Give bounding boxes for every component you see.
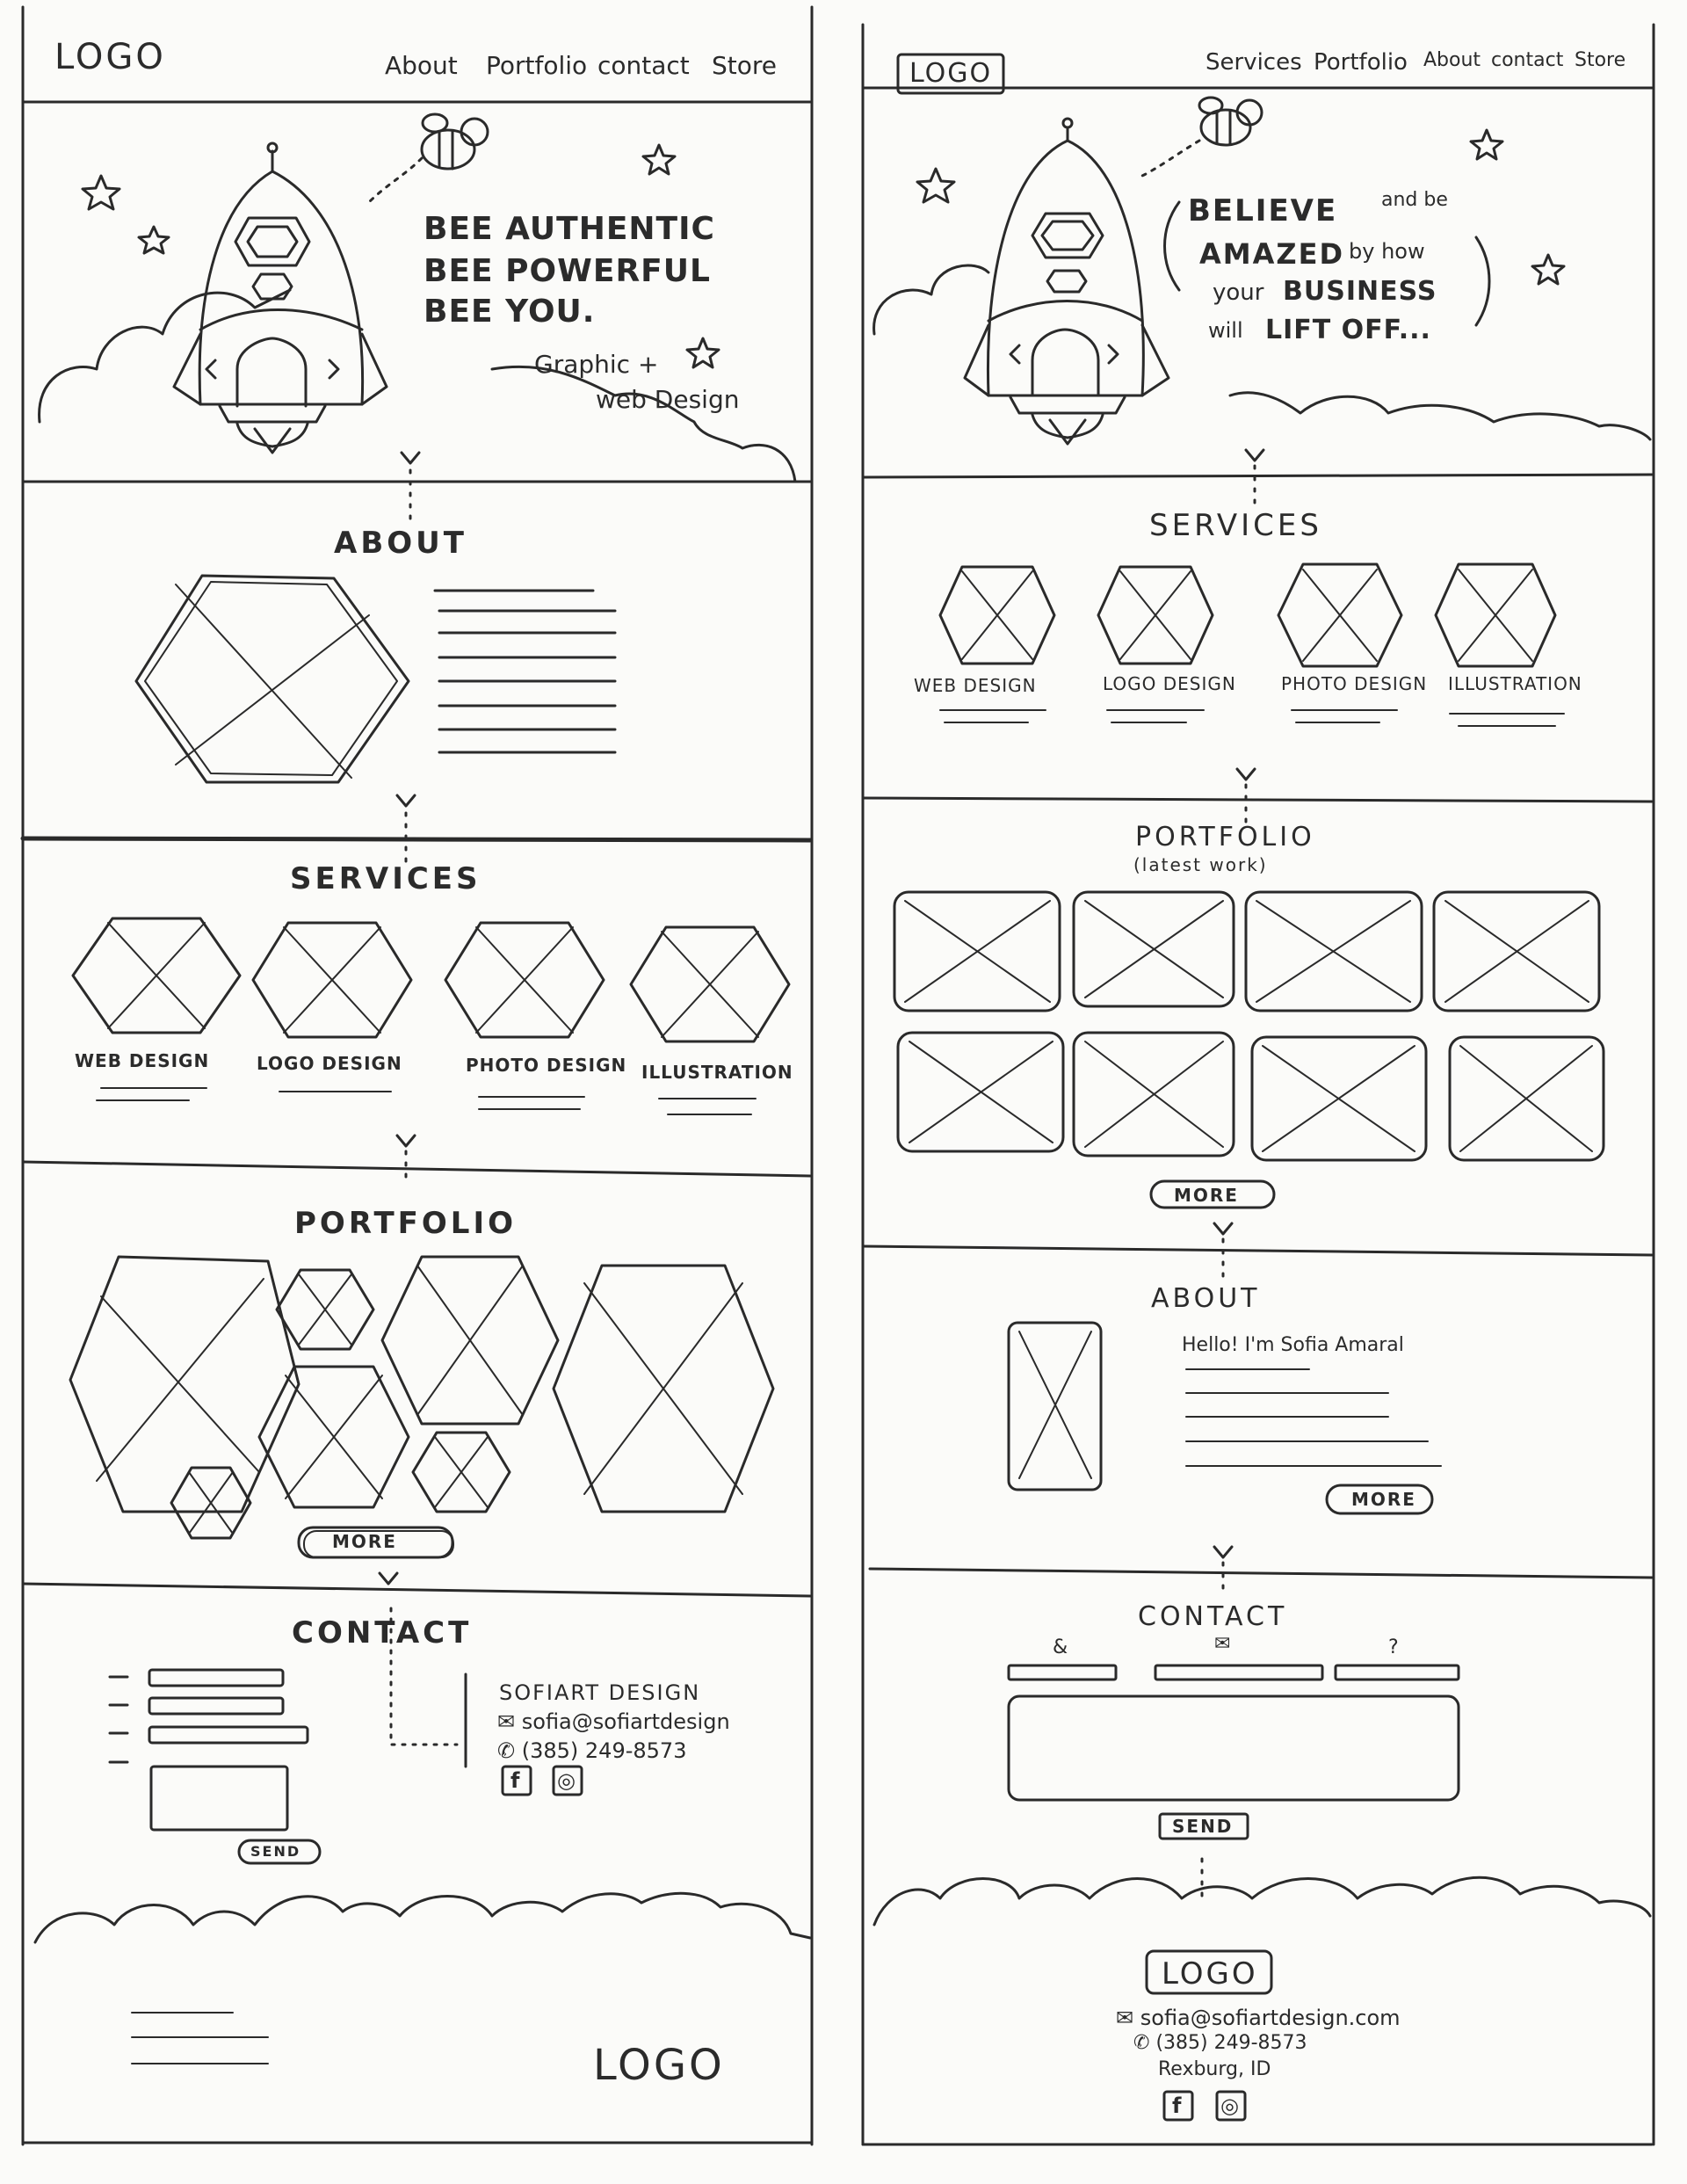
right-hero-and-be: and be [1381,189,1448,211]
right-service-photo-design[interactable]: PHOTO DESIGN [1281,673,1428,694]
right-instagram-icon[interactable]: ◎ [1220,2093,1239,2118]
right-about-more-button[interactable]: MORE [1351,1489,1416,1510]
left-about-text-lines [435,591,615,752]
right-nav-portfolio[interactable]: Portfolio [1314,49,1408,76]
right-footer-logo[interactable]: LOGO [1162,1956,1258,1992]
left-contact-company: SOFIART DESIGN [499,1680,701,1705]
left-nav-store[interactable]: Store [712,51,778,80]
right-footer-email: ✉ sofia@sofiartdesign.com [1116,2006,1401,2030]
right-bee-drawing [1142,98,1262,176]
right-service-logo-design[interactable]: LOGO DESIGN [1103,673,1236,694]
right-about-greeting: Hello! I'm Sofia Amaral [1182,1334,1404,1356]
right-facebook-icon[interactable]: f [1172,2093,1182,2118]
left-nav-portfolio[interactable]: Portfolio [486,51,588,80]
right-services-title: SERVICES [1149,508,1322,543]
left-portfolio-grid [70,1257,773,1538]
right-services-icons [940,564,1555,666]
right-hero-amazed: AMAZED [1199,237,1344,271]
right-service-illustration[interactable]: ILLUSTRATION [1448,673,1582,694]
right-nav-contact[interactable]: contact [1491,49,1564,71]
right-contact-title: CONTACT [1138,1601,1288,1632]
left-hero-subtitle-1: Graphic + [534,350,659,379]
right-rocket-drawing [965,119,1169,444]
right-portfolio-title: PORTFOLIO [1135,822,1315,853]
left-rocket-drawing [174,143,387,453]
left-contact-email: ✉ sofia@sofiartdesign [497,1709,730,1734]
right-portfolio-grid [894,892,1604,1160]
right-contact-form-sketch [1009,1665,1459,1839]
left-services-icons [73,918,789,1041]
mail-icon: ✉ [497,1709,522,1734]
left-portfolio-more-button[interactable]: MORE [332,1531,397,1552]
right-contact-question-icon: ? [1388,1636,1399,1658]
left-facebook-icon[interactable]: f [510,1768,520,1793]
right-hero-by-how: by how [1349,239,1425,264]
left-about-title: ABOUT [334,526,467,561]
right-contact-send-button[interactable]: SEND [1172,1816,1234,1837]
right-hero-business: BUSINESS [1283,276,1437,307]
phone-icon: ✆ [497,1738,522,1763]
right-hero-believe: BELIEVE [1188,193,1338,229]
left-contact-phone: ✆ (385) 249-8573 [497,1738,687,1763]
left-footer-logo[interactable]: LOGO [593,2041,725,2090]
right-service-web-design[interactable]: WEB DESIGN [914,675,1037,696]
left-services-text-lines [97,1088,756,1114]
left-footer-text-lines [132,2013,268,2064]
left-about-hexagon-image [136,576,409,782]
left-contact-form-sketch [110,1670,320,1863]
left-nav-about[interactable]: About [385,51,458,80]
right-portfolio-subtitle: (latest work) [1133,854,1268,875]
right-header-logo[interactable]: LOGO [909,58,993,89]
left-service-logo-design[interactable]: LOGO DESIGN [257,1053,402,1074]
right-contact-name-icon: & [1053,1636,1068,1658]
right-hero-your: your [1213,279,1264,306]
right-hero-will: will [1208,318,1243,343]
right-nav-services[interactable]: Services [1206,49,1302,76]
left-hero-tagline-1: BEE AUTHENTIC [424,211,715,247]
mail-icon: ✉ [1116,2006,1140,2030]
right-sketch [863,25,1654,2144]
right-about-text-lines [1186,1369,1441,1466]
left-header-logo[interactable]: LOGO [54,37,166,77]
left-nav-contact[interactable]: contact [597,51,690,80]
right-services-text-lines [940,710,1564,726]
right-footer-phone: ✆ (385) 249-8573 [1133,2032,1307,2054]
phone-icon: ✆ [1133,2032,1156,2054]
right-about-photo [1009,1323,1101,1490]
left-portfolio-title: PORTFOLIO [294,1206,518,1241]
right-contact-mail-icon: ✉ [1214,1633,1231,1655]
right-about-title: ABOUT [1151,1283,1261,1314]
right-footer-location: Rexburg, ID [1158,2058,1271,2080]
right-nav-store[interactable]: Store [1575,49,1626,71]
right-hero-lift-off: LIFT OFF... [1265,315,1431,345]
left-services-title: SERVICES [290,861,481,896]
left-service-photo-design[interactable]: PHOTO DESIGN [466,1055,627,1076]
left-service-illustration[interactable]: ILLUSTRATION [641,1062,793,1083]
left-contact-send-button[interactable]: SEND [250,1843,301,1860]
left-hero-subtitle-2: web Design [596,385,740,414]
left-hero-tagline-3: BEE YOU. [424,294,596,330]
right-nav-about[interactable]: About [1423,49,1481,71]
left-bee-drawing [369,114,488,202]
left-contact-title: CONTACT [292,1615,473,1651]
left-hero-tagline-2: BEE POWERFUL [424,253,711,289]
left-service-web-design[interactable]: WEB DESIGN [75,1050,210,1071]
right-portfolio-more-button[interactable]: MORE [1174,1185,1239,1206]
left-instagram-icon[interactable]: ◎ [557,1768,576,1793]
